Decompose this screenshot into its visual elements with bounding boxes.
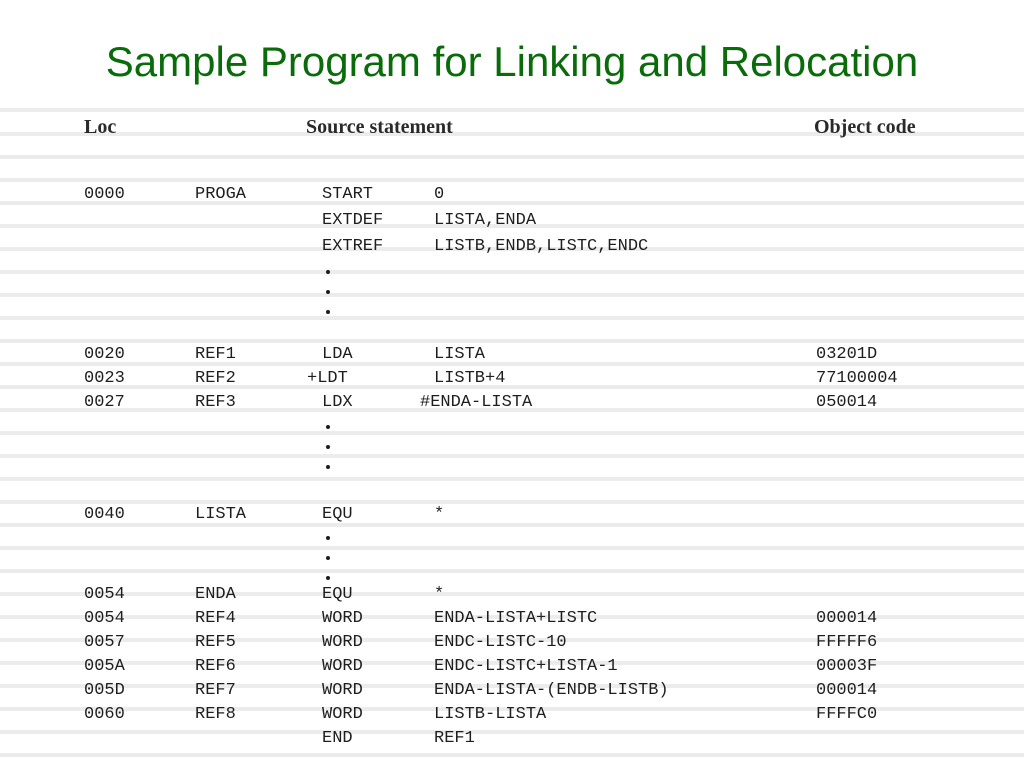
operand-cell: REF1 xyxy=(434,729,475,748)
opcode-cell: LDX xyxy=(322,393,353,412)
opcode-cell: WORD xyxy=(322,609,363,628)
opcode-cell: EQU xyxy=(322,505,353,524)
listing-row xyxy=(0,608,1024,630)
loc-cell: 005D xyxy=(84,681,125,700)
operand-cell: #ENDA-LISTA xyxy=(420,393,533,412)
listing-row xyxy=(0,584,1024,606)
label-cell: REF1 xyxy=(195,345,236,364)
operand-cell: LISTA xyxy=(434,345,486,364)
ellipsis-dot xyxy=(326,445,330,449)
header-loc: Loc xyxy=(84,116,117,138)
loc-cell: 0027 xyxy=(84,393,125,412)
operand-cell: ENDA-LISTA-(ENDB-LISTB) xyxy=(434,681,669,700)
object-code-cell: 03201D xyxy=(816,345,878,364)
header-source-statement: Source statement xyxy=(306,116,453,138)
operand-cell: LISTA,ENDA xyxy=(434,211,537,230)
label-cell: REF5 xyxy=(195,633,236,652)
opcode-cell: WORD xyxy=(322,633,363,652)
loc-cell: 0060 xyxy=(84,705,125,724)
operand-cell: ENDA-LISTA+LISTC xyxy=(434,609,598,628)
label-cell: PROGA xyxy=(195,185,247,204)
ellipsis-dot xyxy=(326,556,330,560)
operand-cell: LISTB,ENDB,LISTC,ENDC xyxy=(434,237,649,256)
loc-cell: 0054 xyxy=(84,585,125,604)
loc-cell: 0040 xyxy=(84,505,125,524)
operand-cell: * xyxy=(434,505,445,524)
ellipsis-dot xyxy=(326,576,330,580)
loc-cell: 0000 xyxy=(84,185,125,204)
listing-row xyxy=(0,504,1024,526)
listing-row xyxy=(0,344,1024,366)
label-cell: REF7 xyxy=(195,681,236,700)
label-cell: REF3 xyxy=(195,393,236,412)
listing-row xyxy=(0,368,1024,390)
assembly-listing xyxy=(0,100,1024,768)
operand-cell: LISTB-LISTA xyxy=(434,705,547,724)
label-cell: LISTA xyxy=(195,505,247,524)
object-code-cell: FFFFC0 xyxy=(816,705,878,724)
loc-cell: 005A xyxy=(84,657,125,676)
opcode-cell: EXTREF xyxy=(322,237,384,256)
label-cell: ENDA xyxy=(195,585,236,604)
opcode-cell: END xyxy=(322,729,353,748)
label-cell: REF4 xyxy=(195,609,236,628)
object-code-cell: FFFFF6 xyxy=(816,633,878,652)
object-code-cell: 000014 xyxy=(816,681,878,700)
listing-row xyxy=(0,632,1024,654)
opcode-cell: EXTDEF xyxy=(322,211,384,230)
loc-cell: 0057 xyxy=(84,633,125,652)
label-cell: REF6 xyxy=(195,657,236,676)
object-code-cell: 050014 xyxy=(816,393,878,412)
listing-row xyxy=(0,392,1024,414)
opcode-cell: WORD xyxy=(322,705,363,724)
operand-cell: * xyxy=(434,585,445,604)
ellipsis-dot xyxy=(326,290,330,294)
loc-cell: 0020 xyxy=(84,345,125,364)
opcode-cell: WORD xyxy=(322,681,363,700)
object-code-cell: 77100004 xyxy=(816,369,898,388)
listing-row xyxy=(0,236,1024,258)
loc-cell: 0023 xyxy=(84,369,125,388)
ellipsis-dot xyxy=(326,310,330,314)
label-cell: REF8 xyxy=(195,705,236,724)
opcode-cell: LDA xyxy=(322,345,353,364)
header-object-code: Object code xyxy=(814,116,916,138)
object-code-cell: 00003F xyxy=(816,657,878,676)
ellipsis-dot xyxy=(326,270,330,274)
ellipsis-dot xyxy=(326,465,330,469)
listing-row xyxy=(0,728,1024,750)
listing-row xyxy=(0,184,1024,206)
operand-cell: ENDC-LISTC+LISTA-1 xyxy=(434,657,618,676)
listing-row xyxy=(0,704,1024,726)
opcode-cell: +LDT xyxy=(307,369,348,388)
operand-cell: ENDC-LISTC-10 xyxy=(434,633,567,652)
slide-title: Sample Program for Linking and Relocation xyxy=(105,38,919,85)
opcode-cell: EQU xyxy=(322,585,353,604)
object-code-cell: 000014 xyxy=(816,609,878,628)
label-cell: REF2 xyxy=(195,369,236,388)
operand-cell: LISTB+4 xyxy=(434,369,506,388)
listing-row xyxy=(0,210,1024,232)
opcode-cell: START xyxy=(322,185,374,204)
listing-row xyxy=(0,656,1024,678)
opcode-cell: WORD xyxy=(322,657,363,676)
ellipsis-dot xyxy=(326,536,330,540)
listing-row xyxy=(0,680,1024,702)
operand-cell: 0 xyxy=(434,185,445,204)
loc-cell: 0054 xyxy=(84,609,125,628)
ellipsis-dot xyxy=(326,425,330,429)
